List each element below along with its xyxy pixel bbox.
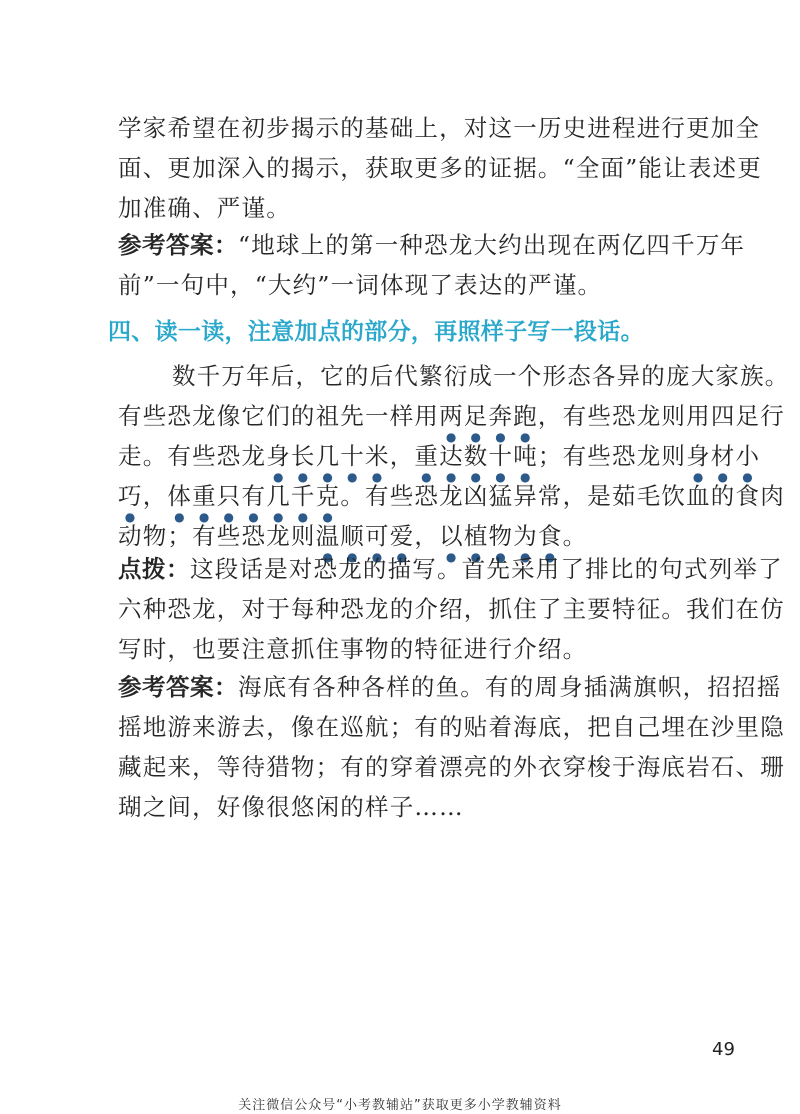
passage-line-1: 数千万年后，它的后代繁衍成一个形态各异的庞大家族。 bbox=[172, 362, 790, 390]
section-heading: 四、读一读，注意加点的部分，再照样子写一段话。 bbox=[108, 319, 644, 345]
answer1-text: “地球上的第一种恐龙大约出现在两亿四千万年 bbox=[238, 231, 746, 259]
emphasized-phrase: 温顺可爱 bbox=[315, 522, 415, 550]
tip-line-1 bbox=[118, 553, 783, 585]
passage-text: ， bbox=[414, 522, 440, 550]
emphasized-phrase: 巧 bbox=[118, 482, 143, 510]
tip-line-3: 写时，也要注意抓住事物的特征进行介绍。 bbox=[118, 635, 588, 663]
emphasized-phrase: 身材小 bbox=[686, 442, 761, 470]
passage-line-4 bbox=[118, 480, 785, 524]
answer1-label: 参考答案： bbox=[118, 231, 238, 259]
intro-line-1: 学家希望在初步揭示的基础上，对这一历史进程进行更加全 bbox=[118, 114, 761, 142]
passage-text: 走。有些恐龙 bbox=[118, 442, 267, 470]
passage-text: ，有些恐龙则用四足行 bbox=[537, 402, 785, 430]
passage-line-2 bbox=[118, 400, 785, 444]
answer1-line-2: 前”一句中，“大约”一词体现了表达的严谨。 bbox=[118, 271, 603, 299]
answer2-line-4: 瑚之间，好像很悠闲的样子…… bbox=[118, 793, 464, 821]
answer2-line-2: 摇地游来游去，像在巡航；有的贴着海底，把自己埋在沙里隐 bbox=[118, 713, 785, 741]
footer-watermark: 关注微信公众号“小考教辅站”获取更多小学教辅资料 bbox=[238, 1098, 562, 1113]
answer2-line-1 bbox=[118, 671, 782, 703]
emphasized-phrase: 重达数十吨 bbox=[414, 442, 538, 470]
passage-text: ， bbox=[389, 442, 415, 470]
answer2-text: 海底有各种各样的鱼。有的周身插满旗帜，招招摇 bbox=[238, 673, 782, 701]
page-number: 49 bbox=[712, 1039, 735, 1060]
passage-text: 动物；有些恐龙则 bbox=[118, 522, 316, 550]
tip-line-2: 六种恐龙，对于每种恐龙的介绍，抓住了主要特征。我们在仿 bbox=[118, 595, 785, 623]
intro-line-3: 加准确、严谨。 bbox=[118, 194, 291, 222]
passage-text: ；有些恐龙则 bbox=[537, 442, 687, 470]
emphasized-phrase: 两足奔跑 bbox=[439, 402, 538, 430]
emphasized-phrase: 以植物为食 bbox=[439, 522, 563, 550]
passage-line-3 bbox=[118, 440, 761, 484]
passage-text: 有些恐龙像它们的祖先一样用 bbox=[118, 402, 440, 430]
tip-text: 这段话是对恐龙的描写。首先采用了排比的句式列举了 bbox=[190, 555, 783, 583]
passage-text: ， bbox=[142, 482, 168, 510]
answer2-label: 参考答案： bbox=[118, 673, 238, 701]
emphasized-phrase: 身长几十米 bbox=[266, 442, 390, 470]
answer2-line-3: 藏起来，等待猎物；有的穿着漂亮的外衣穿梭于海底岩石、珊 bbox=[118, 753, 785, 781]
passage-text: 。 bbox=[562, 522, 588, 550]
intro-line-2: 面、更加深入的揭示，获取更多的证据。“全面”能让表述更 bbox=[118, 154, 762, 182]
tip-label: 点拨： bbox=[118, 555, 190, 583]
answer1-line-1 bbox=[118, 229, 746, 261]
emphasized-phrase: 体重只有几千克 bbox=[167, 482, 341, 510]
passage-text: 。有些恐龙凶猛异常，是茹毛饮血的食肉 bbox=[340, 482, 785, 510]
